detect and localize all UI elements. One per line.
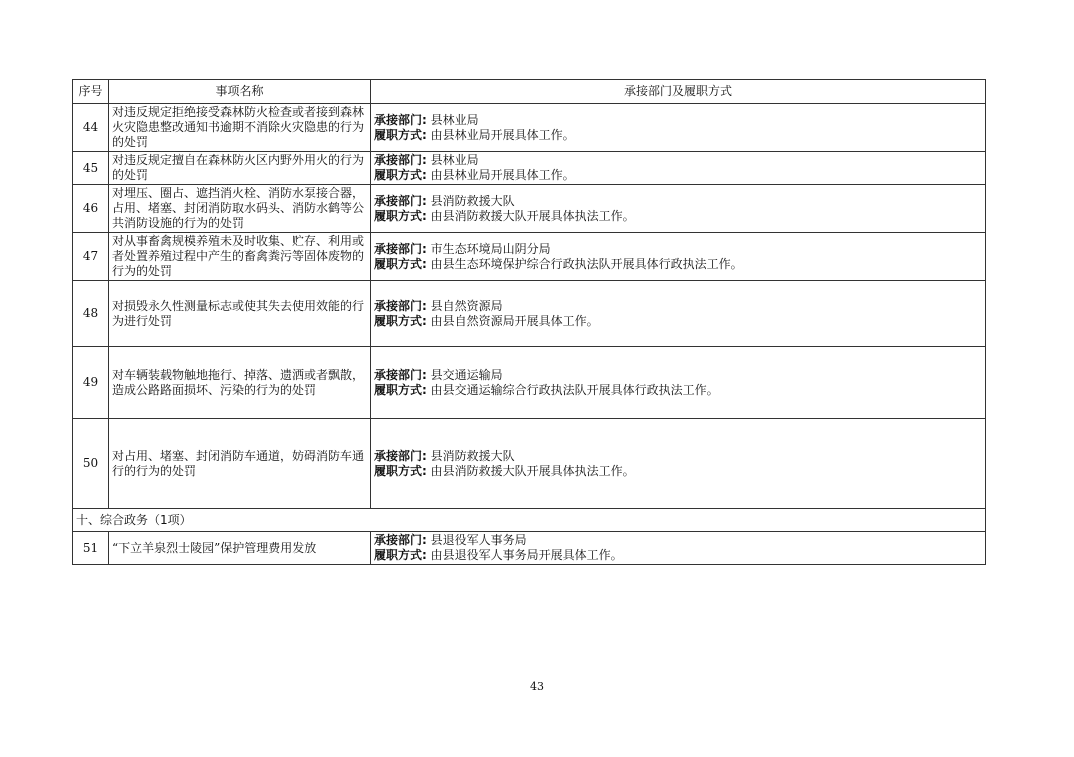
dept-cell — [371, 185, 986, 233]
header-item-name: 事项名称 — [109, 80, 371, 104]
item-name: 对埋压、圈占、遮挡消火栓、消防水泵接合器，占用、堵塞、封闭消防取水码头、消防水鹤等公共消防设施的行为的处罚 — [109, 185, 371, 233]
method-label: 履职方式: — [374, 127, 427, 142]
item-name: “下立羊泉烈士陵园”保护管理费用发放 — [109, 532, 371, 565]
item-name: 对从事畜禽规模养殖未及时收集、贮存、利用或 者处置养殖过程中产生的畜禽粪污等固体废物的 行为的处罚 — [109, 233, 371, 281]
dept-value: 县林业局 — [430, 153, 479, 167]
dept-cell — [371, 419, 986, 509]
method-label: 履职方式: — [374, 256, 427, 271]
dept-value: 县消防救援大队 — [430, 193, 515, 208]
dept-label: 承接部门: — [374, 367, 427, 382]
table-row — [73, 347, 986, 419]
dept-label: 承接部门: — [374, 533, 427, 547]
section-title: 十、综合政务（1项） — [73, 509, 986, 532]
dept-cell — [371, 152, 986, 185]
dept-label: 承接部门: — [374, 112, 427, 127]
item-name: 对违反规定拒绝接受森林防火检查或者接到森林 火灾隐患整改通知书逾期不消除火灾隐患的行为的处罚 — [109, 104, 371, 152]
row-number: 47 — [73, 233, 109, 281]
dept-value: 县自然资源局 — [430, 298, 503, 313]
method-value: 由县生态环境保护综合行政执法队开展具体行政执法工作。 — [430, 256, 743, 271]
dept-value: 县林业局 — [430, 112, 479, 127]
dept-value: 县退役军人事务局 — [430, 533, 527, 547]
table-row — [73, 104, 986, 152]
dept-label: 承接部门: — [374, 153, 427, 167]
method-value: 由县消防救援大队开展具体执法工作。 — [430, 463, 635, 478]
item-name: 对车辆装载物触地拖行、掉落、遗洒或者飘散，造成公路路面损坏、污染的行为的处罚 — [109, 347, 371, 419]
method-label: 履职方式: — [374, 208, 427, 223]
table-row — [73, 419, 986, 509]
method-label: 履职方式: — [374, 463, 427, 478]
method-label: 履职方式: — [374, 168, 427, 182]
header-no: 序号 — [73, 80, 109, 104]
dept-cell — [371, 347, 986, 419]
table-row — [73, 532, 986, 565]
table-row — [73, 233, 986, 281]
method-value: 由县林业局开展具体工作。 — [430, 127, 575, 142]
table-row — [73, 281, 986, 347]
dept-cell — [371, 281, 986, 347]
item-name: 对损毁永久性测量标志或使其失去使用效能的行为进行处罚 — [109, 281, 371, 347]
table-row — [73, 185, 986, 233]
method-label: 履职方式: — [374, 382, 427, 397]
dept-value: 市生态环境局山阴分局 — [430, 241, 551, 256]
method-label: 履职方式: — [374, 548, 427, 562]
method-label: 履职方式: — [374, 313, 427, 328]
section-row — [73, 509, 986, 532]
dept-cell — [371, 104, 986, 152]
method-value: 由县林业局开展具体工作。 — [430, 168, 575, 182]
dept-label: 承接部门: — [374, 241, 427, 256]
row-number: 46 — [73, 185, 109, 233]
method-value: 由县交通运输综合行政执法队开展具体行政执法工作。 — [430, 382, 719, 397]
row-number: 44 — [73, 104, 109, 152]
dept-cell — [371, 233, 986, 281]
dept-value: 县交通运输局 — [430, 367, 503, 382]
table-header-row — [73, 80, 986, 104]
row-number: 45 — [73, 152, 109, 185]
dept-label: 承接部门: — [374, 193, 427, 208]
page-number: 43 — [530, 680, 544, 693]
method-value: 由县消防救援大队开展具体执法工作。 — [430, 208, 635, 223]
items-table — [72, 79, 986, 565]
dept-value: 县消防救援大队 — [430, 448, 515, 463]
dept-label: 承接部门: — [374, 448, 427, 463]
table-row — [73, 152, 986, 185]
dept-label: 承接部门: — [374, 298, 427, 313]
item-name: 对占用、堵塞、封闭消防车通道，妨碍消防车通行的行为的处罚 — [109, 419, 371, 509]
row-number: 51 — [73, 532, 109, 565]
row-number: 48 — [73, 281, 109, 347]
row-number: 50 — [73, 419, 109, 509]
header-dept-method: 承接部门及履职方式 — [371, 80, 986, 104]
method-value: 由县退役军人事务局开展具体工作。 — [430, 548, 623, 562]
item-name: 对违反规定擅自在森林防火区内野外用火的行为的处罚 — [109, 152, 371, 185]
method-value: 由县自然资源局开展具体工作。 — [430, 313, 599, 328]
row-number: 49 — [73, 347, 109, 419]
dept-cell — [371, 532, 986, 565]
